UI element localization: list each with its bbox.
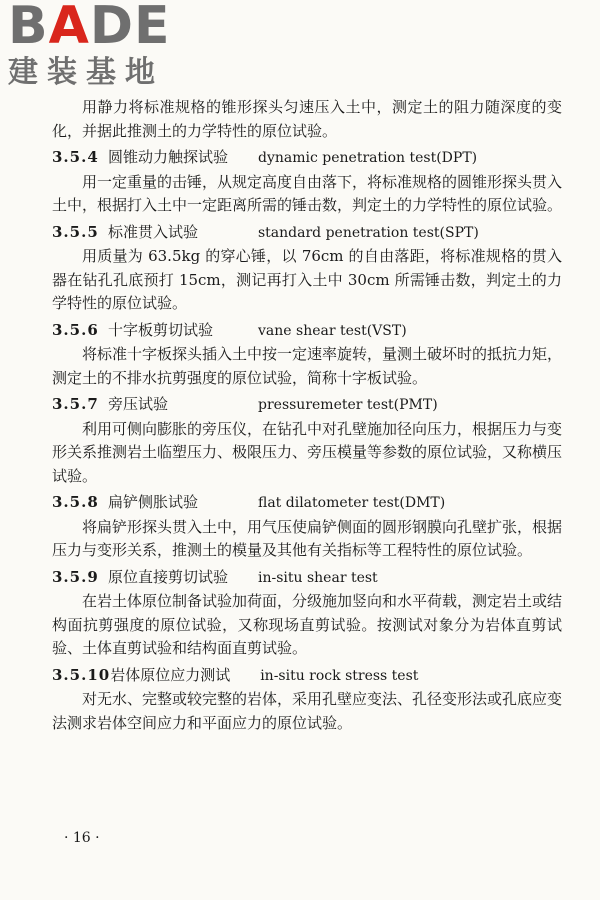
entry-term-cn: 十字板剪切试验 <box>108 320 214 339</box>
entry-term-en: in-situ rock stress test <box>260 667 419 684</box>
entry-heading <box>52 221 562 246</box>
entry-definition: 对无水、完整或较完整的岩体，采用孔壁应变法、孔径变形法或孔底应变法测求岩体空间应力和平面应力的原位试验。 <box>52 690 563 732</box>
logo-subtitle: 建装基地 <box>8 55 164 90</box>
entry-definition: 利用可侧向膨胀的旁压仪，在钻孔中对孔壁施加径向压力，根据压力与变形关系推测岩土临塑压力、极限压力、旁压模量等参数的原位试验，又称横压试验。 <box>52 419 563 485</box>
entry-term-en: standard penetration test(SPT) <box>258 224 479 241</box>
entry-term-cn: 圆锥动力触探试验 <box>108 148 229 166</box>
entry-term-cn: 原位直接剪切试验 <box>108 567 229 586</box>
entry-3-5-10 <box>52 664 562 736</box>
entry-term-cn: 标准贯入试验 <box>108 222 199 241</box>
entry-number: 3.5.9 <box>52 567 99 586</box>
intro-paragraph: 用静力将标准规格的锥形探头匀速压入土中，测定土的阻力随深度的变化，并据此推测土的力学特性的原位试验。 <box>52 98 562 140</box>
page-body <box>52 96 562 735</box>
entry-term-en: vane shear test(VST) <box>258 322 407 339</box>
entry-number: 3.5.10 <box>52 665 111 684</box>
entry-heading <box>52 319 562 344</box>
entry-3-5-6 <box>52 319 562 391</box>
entry-heading <box>52 393 562 418</box>
entry-term-en: flat dilatometer test(DMT) <box>258 495 446 511</box>
entry-heading <box>52 491 562 516</box>
page-number: · 16 · <box>64 830 100 846</box>
entry-heading <box>52 566 562 591</box>
entry-3-5-9 <box>52 566 562 661</box>
entry-3-5-5 <box>52 221 562 316</box>
logo-wordmark: BADE <box>8 0 171 56</box>
entry-number: 3.5.4 <box>52 148 99 166</box>
entry-3-5-4 <box>52 146 562 218</box>
entry-number: 3.5.5 <box>52 222 99 241</box>
entry-definition: 将扁铲形探头贯入土中，用气压使扁铲侧面的圆形钢膜向孔壁扩张，根据压力与变形关系，推测土的模量及其他有关指标等工程特性的原位试验。 <box>52 517 563 559</box>
entry-term-cn: 扁铲侧胀试验 <box>108 493 199 511</box>
entry-3-5-7 <box>52 393 562 488</box>
entry-3-5-8 <box>52 491 562 563</box>
entry-definition: 在岩土体原位制备试验加荷面，分级施加竖向和水平荷载，测定岩土或结构面抗剪强度的原位试验，又称现场直剪试验。按测试对象分为岩体直剪试验、土体直剪试验和结构面直剪试验。 <box>52 592 563 657</box>
entry-term-cn: 旁压试验 <box>108 395 169 413</box>
bade-logo <box>6 0 186 96</box>
entry-definition: 用一定重量的击锤，从规定高度自由落下，将标准规格的圆锥形探头贯入土中，根据打入土中一定距离所需的锤击数，判定土的力学特性的原位试验。 <box>52 172 563 214</box>
entry-definition: 将标准十字板探头插入土中按一定速率旋转，量测土破坏时的抵抗力矩，测定土的不排水抗剪强度的原位试验，简称十字板试验。 <box>52 345 563 387</box>
entry-number: 3.5.7 <box>52 395 99 413</box>
entry-term-en: dynamic penetration test(DPT) <box>258 150 478 166</box>
entry-number: 3.5.8 <box>52 493 99 511</box>
entry-heading <box>52 664 562 689</box>
entry-term-en: in-situ shear test <box>258 569 378 586</box>
entry-heading <box>52 146 562 171</box>
entry-term-en: pressuremeter test(PMT) <box>258 397 438 413</box>
entry-definition: 用质量为 63.5kg 的穿心锤，以 76cm 的自由落距，将标准规格的贯入器在钻孔孔底预打 15cm，测记再打入土中 30cm 所需锤击数，判定土的力学特性的原位试验。 <box>52 247 562 312</box>
entry-term-cn: 岩体原位应力测试 <box>110 665 231 684</box>
entry-number: 3.5.6 <box>52 320 99 339</box>
